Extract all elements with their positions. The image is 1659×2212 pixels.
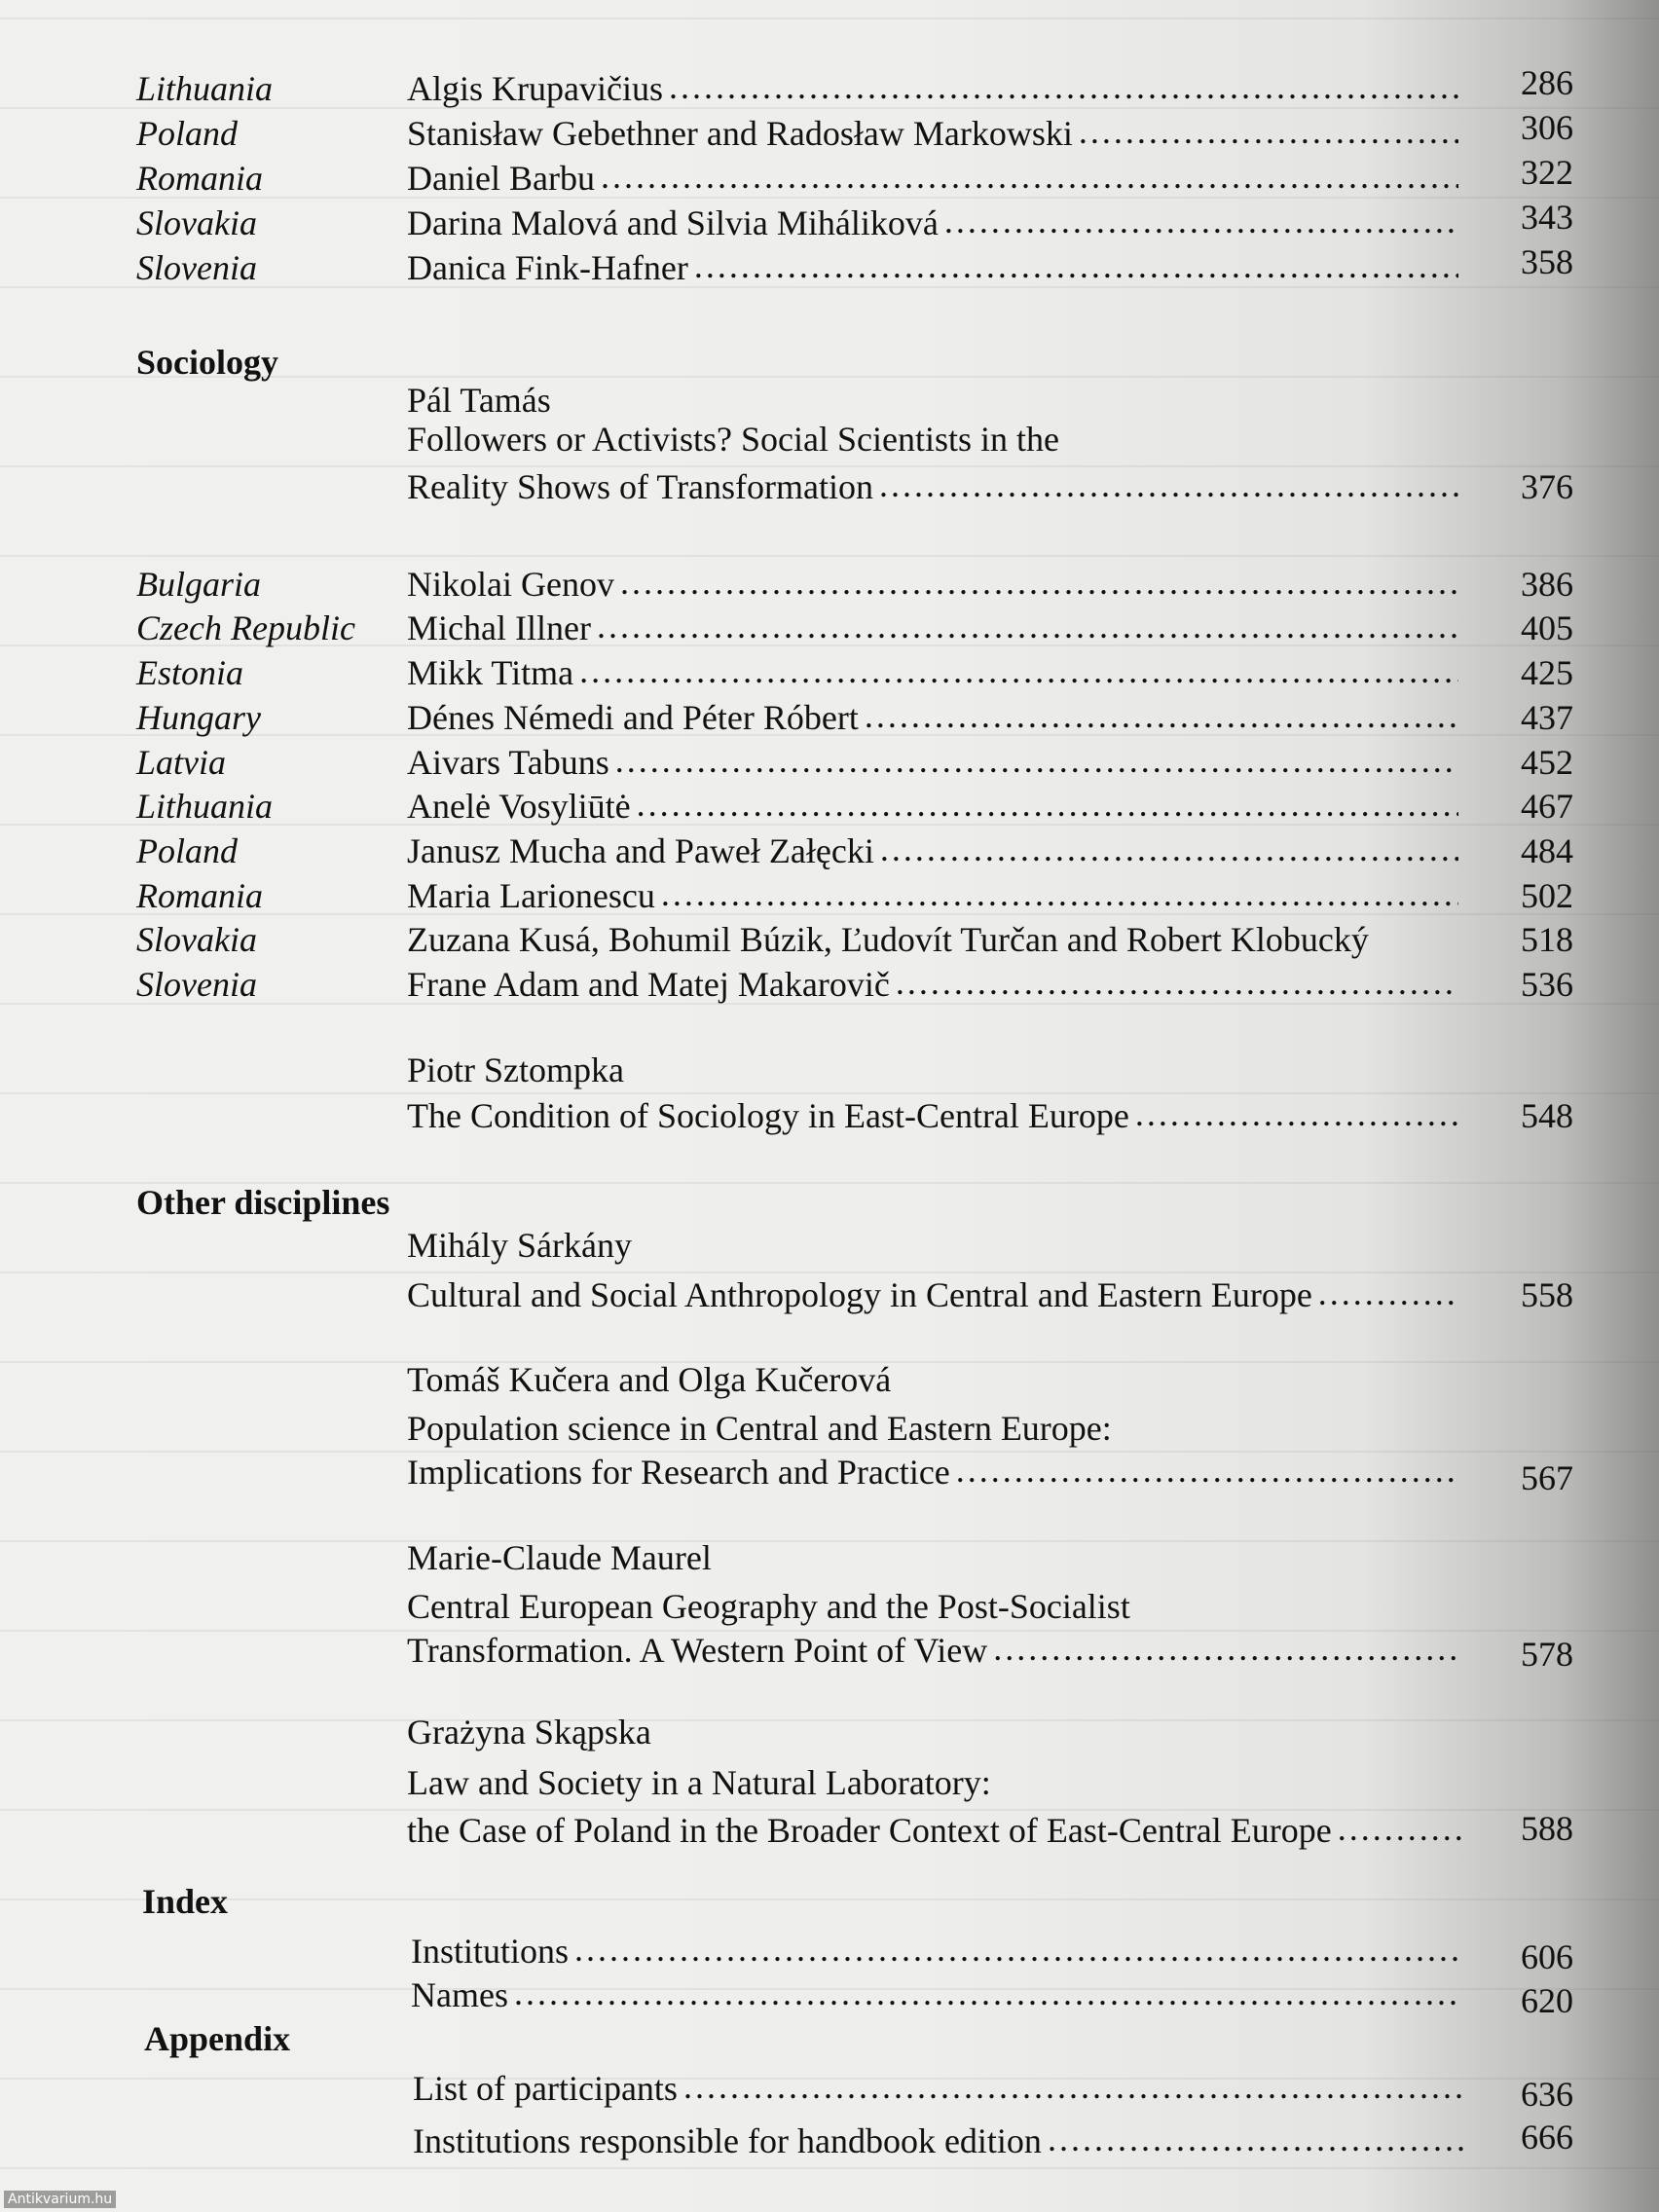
dot-leader bbox=[879, 462, 1458, 507]
appendix-label: Institutions responsible for handbook edition bbox=[413, 2121, 1042, 2160]
dot-leader bbox=[1318, 1271, 1458, 1315]
author-name: Mihály Sárkány bbox=[407, 1226, 632, 1265]
dot-leader bbox=[956, 1448, 1458, 1493]
leader-line bbox=[407, 156, 1458, 201]
page-number: 376 bbox=[1521, 467, 1573, 506]
dot-leader bbox=[865, 693, 1458, 738]
page-number: 548 bbox=[1521, 1096, 1573, 1135]
leader-line bbox=[407, 1450, 1458, 1494]
index-label: Institutions bbox=[411, 1932, 570, 1971]
author-name: Frane Adam and Matej Makarovič bbox=[407, 965, 890, 1004]
country-label: Romania bbox=[136, 876, 263, 915]
page-number: 567 bbox=[1521, 1458, 1573, 1497]
chapter-title: Cultural and Social Anthropology in Central and Eastern Europe bbox=[407, 1275, 1312, 1314]
author-name: Dénes Némedi and Péter Róbert bbox=[407, 698, 859, 737]
country-label: Hungary bbox=[136, 698, 261, 737]
author-name: Danica Fink-Hafner bbox=[407, 248, 688, 287]
chapter-title: the Case of Poland in the Broader Context of East-Central Europe bbox=[407, 1811, 1332, 1850]
dot-leader bbox=[579, 648, 1458, 693]
author-name: Mikk Titma bbox=[407, 653, 574, 692]
page-number: 588 bbox=[1521, 1809, 1573, 1848]
country-label: Slovenia bbox=[136, 248, 257, 287]
page-number: 518 bbox=[1521, 920, 1573, 959]
page-number: 636 bbox=[1521, 2075, 1573, 2114]
dot-leader bbox=[683, 2064, 1464, 2109]
country-label: Poland bbox=[136, 831, 238, 870]
country-label: Czech Republic bbox=[136, 608, 355, 647]
leader-line bbox=[411, 1972, 1462, 2017]
dot-leader bbox=[694, 243, 1458, 288]
leader-line bbox=[407, 464, 1458, 509]
page-number: 620 bbox=[1521, 1981, 1573, 2020]
author-name: Aivars Tabuns bbox=[407, 743, 609, 782]
appendix-label: List of participants bbox=[413, 2069, 678, 2108]
author-name: Algis Krupavičius bbox=[407, 69, 663, 108]
leader-line bbox=[407, 873, 1458, 918]
dot-leader bbox=[880, 827, 1458, 871]
dot-leader bbox=[574, 1927, 1462, 1972]
page-number: 536 bbox=[1521, 965, 1573, 1004]
chapter-title: Implications for Research and Practice bbox=[407, 1453, 950, 1492]
dot-leader bbox=[514, 1971, 1462, 2015]
author-name: Michal Illner bbox=[407, 608, 591, 647]
dot-leader bbox=[993, 1626, 1458, 1671]
leader-line bbox=[413, 2066, 1464, 2111]
chapter-title: Transformation. A Western Point of View bbox=[407, 1631, 988, 1670]
country-label: Bulgaria bbox=[136, 565, 262, 604]
leader-line bbox=[407, 917, 1488, 962]
dot-leader bbox=[661, 871, 1458, 916]
country-label: Romania bbox=[136, 159, 263, 198]
page-number: 502 bbox=[1521, 876, 1573, 915]
dot-leader bbox=[1338, 1806, 1468, 1851]
chapter-title: Followers or Activists? Social Scientists in the bbox=[407, 420, 1059, 459]
dot-leader bbox=[1048, 2117, 1464, 2161]
leader-line bbox=[411, 1929, 1462, 1973]
leader-line bbox=[407, 829, 1458, 873]
dot-leader bbox=[1079, 109, 1458, 154]
page-number: 286 bbox=[1521, 63, 1573, 102]
leader-line bbox=[407, 740, 1458, 785]
author-name: Stanisław Gebethner and Radosław Markowski bbox=[407, 114, 1073, 153]
page-number: 484 bbox=[1521, 831, 1573, 870]
author-name: Darina Malová and Silvia Miháliková bbox=[407, 203, 939, 242]
leader-line bbox=[407, 66, 1458, 111]
page-number: 558 bbox=[1521, 1275, 1573, 1314]
author-name: Zuzana Kusá, Bohumil Búzik, Ľudovít Turčan and Robert Klobucký bbox=[407, 920, 1369, 959]
leader-line bbox=[407, 962, 1458, 1007]
page-number: 306 bbox=[1521, 108, 1573, 147]
leader-line bbox=[407, 111, 1458, 156]
leader-line bbox=[407, 245, 1458, 290]
page-number: 425 bbox=[1521, 653, 1573, 692]
author-name: Nikolai Genov bbox=[407, 565, 614, 604]
country-label: Slovakia bbox=[136, 920, 257, 959]
section-heading-other-disciplines: Other disciplines bbox=[136, 1183, 390, 1222]
page-number: 405 bbox=[1521, 608, 1573, 647]
page-number: 452 bbox=[1521, 743, 1573, 782]
leader-line bbox=[407, 1272, 1458, 1317]
chapter-title: Central European Geography and the Post-Socialist bbox=[407, 1587, 1130, 1626]
page-number: 386 bbox=[1521, 565, 1573, 604]
chapter-title: Population science in Central and Eastern Europe: bbox=[407, 1409, 1112, 1448]
author-name: Pál Tamás bbox=[407, 381, 551, 420]
author-name: Daniel Barbu bbox=[407, 159, 595, 198]
section-heading-appendix: Appendix bbox=[144, 2019, 291, 2058]
leader-line bbox=[407, 606, 1458, 650]
author-name: Janusz Mucha and Paweł Załęcki bbox=[407, 831, 874, 870]
dot-leader bbox=[669, 64, 1458, 109]
leader-line bbox=[407, 695, 1458, 740]
leader-line bbox=[407, 562, 1458, 607]
dot-leader bbox=[896, 960, 1458, 1005]
leader-line bbox=[407, 650, 1458, 695]
dot-leader bbox=[620, 560, 1458, 605]
page-number: 437 bbox=[1521, 698, 1573, 737]
section-heading-sociology: Sociology bbox=[136, 343, 279, 382]
page-number: 358 bbox=[1521, 242, 1573, 281]
author-name: Anelė Vosyliūtė bbox=[407, 787, 631, 826]
country-label: Lithuania bbox=[136, 69, 274, 108]
section-heading-index: Index bbox=[142, 1882, 229, 1921]
dot-leader bbox=[1135, 1091, 1458, 1136]
page-number: 578 bbox=[1521, 1635, 1573, 1674]
author-name: Marie-Claude Maurel bbox=[407, 1538, 712, 1577]
page-number: 343 bbox=[1521, 198, 1573, 237]
leader-line bbox=[413, 2119, 1464, 2163]
leader-line bbox=[407, 1808, 1468, 1853]
leader-line bbox=[407, 784, 1458, 829]
chapter-title: The Condition of Sociology in East-Central Europe bbox=[407, 1096, 1129, 1135]
author-name: Maria Larionescu bbox=[407, 876, 655, 915]
index-label: Names bbox=[411, 1975, 508, 2014]
author-name: Piotr Sztompka bbox=[407, 1051, 624, 1089]
page-number: 322 bbox=[1521, 153, 1573, 192]
country-label: Latvia bbox=[136, 743, 227, 782]
country-label: Slovakia bbox=[136, 203, 257, 242]
dot-leader bbox=[944, 199, 1458, 243]
page-number: 606 bbox=[1521, 1937, 1573, 1976]
leader-line bbox=[407, 201, 1458, 245]
dot-leader bbox=[597, 604, 1458, 648]
chapter-title: Reality Shows of Transformation bbox=[407, 467, 874, 506]
page-number: 467 bbox=[1521, 787, 1573, 826]
leader-line bbox=[407, 1628, 1458, 1673]
author-name: Tomáš Kučera and Olga Kučerová bbox=[407, 1360, 892, 1399]
dot-leader bbox=[637, 782, 1458, 827]
leader-line bbox=[407, 1093, 1458, 1138]
watermark-label: Antikvarium.hu bbox=[4, 2191, 116, 2208]
country-label: Poland bbox=[136, 114, 238, 153]
country-label: Lithuania bbox=[136, 787, 274, 826]
country-label: Slovenia bbox=[136, 965, 257, 1004]
dot-leader bbox=[601, 154, 1458, 199]
page-number: 666 bbox=[1521, 2118, 1573, 2157]
dot-leader bbox=[615, 738, 1458, 783]
country-label: Estonia bbox=[136, 653, 244, 692]
author-name: Grażyna Skąpska bbox=[407, 1713, 651, 1751]
chapter-title: Law and Society in a Natural Laboratory: bbox=[407, 1763, 991, 1802]
